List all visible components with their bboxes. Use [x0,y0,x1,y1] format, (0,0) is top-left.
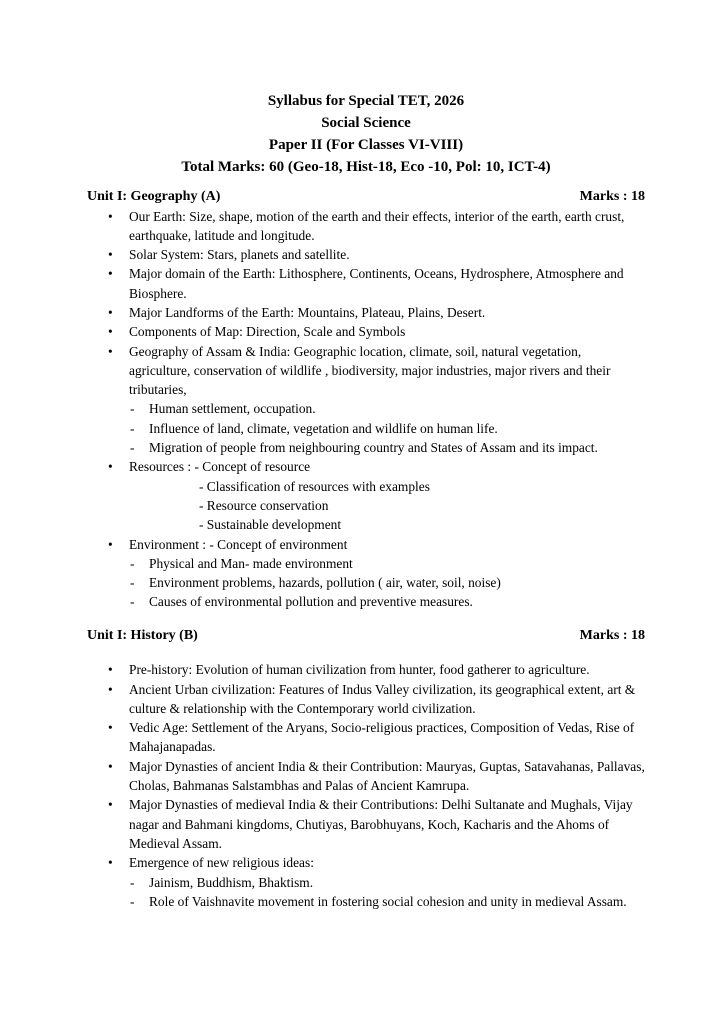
dash-marker: - [130,555,135,571]
bullet-marker: • [108,662,113,678]
bullet-marker: • [108,324,113,340]
dash-marker: - [130,575,135,591]
bullet-marker: • [108,681,113,697]
unit-heading: Unit I: Geography (A) [87,189,221,204]
sub-item-text: Causes of environmental pollution and preventive measures. [149,594,473,610]
list-item [87,342,645,400]
list-item-text: Solar System: Stars, planets and satellite. [129,247,350,263]
list-item [87,264,645,303]
list-item-text: Resources : - Concept of resource [129,459,311,475]
sub-item-text: Jainism, Buddhism, Bhaktism. [149,874,314,890]
list-item-text: Emergence of new religious ideas: [129,855,314,871]
bullet-marker: • [108,208,113,224]
sub-list-item [87,892,645,911]
sub-list-item [87,477,645,496]
sub-list-item [87,399,645,418]
bullet-marker: • [108,343,113,359]
list-item-text: Major Landforms of the Earth: Mountains, Plateau, Plains, Desert. [129,304,486,320]
sub-list-item [87,496,645,515]
bullet-marker: • [108,459,113,475]
sub-item-text: Influence of land, climate, vegetation and wildlife on human life. [149,420,498,436]
dash-marker: - [130,874,135,890]
sub-list-item [87,592,645,611]
sub-list-item [87,438,645,457]
sub-item-text: - Classification of resources with examples [199,478,430,494]
bullet-marker: • [108,855,113,871]
sub-item-text: Role of Vaishnavite movement in fostering social cohesion and unity in medieval Assam. [149,893,627,909]
list-item [87,245,645,264]
list-item [87,795,645,853]
marks-label: Marks : 18 [579,189,645,204]
unit-heading: Unit I: History (B) [87,627,198,643]
list-item [87,457,645,476]
title-line-2: Social Science [321,115,411,131]
sub-item-text: Human settlement, occupation. [149,401,316,417]
list-item [87,680,645,719]
list-item-text: Pre-history: Evolution of human civilization from hunter, food gatherer to agriculture. [129,662,590,678]
sub-list-item [87,573,645,592]
list-item-text: Ancient Urban civilization: Features of Indus Valley civilization, its geographical extent, art & culture & relationship with the Contemporary world civilization. [129,681,636,716]
list-item [87,303,645,322]
sub-list-item [87,515,645,534]
list-item-text: Components of Map: Direction, Scale and Symbols [129,324,406,340]
list-item [87,718,645,757]
bullet-marker: • [108,797,113,813]
bullet-marker: • [108,247,113,263]
title-line-1: Syllabus for Special TET, 2026 [267,93,465,109]
list-item-text: Vedic Age: Settlement of the Aryans, Socio-religious practices, Composition of Vedas, Rise of Mahajanapadas. [129,720,635,755]
sub-item-text: Migration of people from neighbouring country and States of Assam and its impact. [149,440,598,456]
sub-item-text: - Resource conservation [199,497,329,513]
list-item [87,853,645,872]
bullet-marker: • [108,266,113,282]
list-item [87,207,645,246]
bullet-marker: • [108,536,113,552]
geography-list [87,207,645,612]
list-item-text: Major Dynasties of medieval India & their Contributions: Delhi Sultanate and Mughals, Vijay nagar and Bahmani kingdoms, Chutiyas, Barobhuyans, Koch, Kacharis and the Ahoms of Medieval Assam. [129,797,633,851]
list-item-text: Major domain of the Earth: Lithosphere, Continents, Oceans, Hydrosphere, Atmosphere and Biosphere. [129,266,624,301]
sub-list-item [87,419,645,438]
sub-item-text: Environment problems, hazards, pollution ( air, water, soil, noise) [149,575,501,591]
history-list [87,660,645,911]
sub-list-item [87,554,645,573]
dash-marker: - [130,401,135,417]
dash-marker: - [130,893,135,909]
list-item [87,535,645,554]
marks-label: Marks : 18 [579,627,645,643]
list-item-text: Environment : - Concept of environment [129,536,348,552]
dash-marker: - [130,440,135,456]
title-line-3: Paper II (For Classes VI-VIII) [268,137,464,153]
title-line-4: Total Marks: 60 (Geo-18, Hist-18, Eco -10, Pol: 10, ICT-4) [181,159,551,175]
sub-item-text: - Sustainable development [199,517,342,533]
list-item-text: Major Dynasties of ancient India & their Contribution: Mauryas, Guptas, Satavahanas, Pallavas, Cholas, Bahmanas Salstambhas and Palas of Ancient Kamrupa. [129,758,645,794]
section-header-geography [87,187,645,207]
sub-list-item [87,873,645,892]
list-item-text: Geography of Assam & India: Geographic location, climate, soil, natural vegetation, agriculture, conservation of wildlife , biodiversity, major industries, major rivers and their tributaries, [129,343,611,398]
list-item [87,757,645,796]
dash-marker: - [130,420,135,436]
section-header-history [87,626,645,646]
bullet-marker: • [108,720,113,736]
list-item [87,322,645,341]
dash-marker: - [130,594,135,610]
list-item-text: Our Earth: Size, shape, motion of the earth and their effects, interior of the earth, earth crust, earthquake, latitude and longitude. [129,208,625,243]
bullet-marker: • [108,304,113,320]
bullet-marker: • [108,758,113,774]
document-title [87,90,645,178]
list-item [87,660,645,679]
sub-item-text: Physical and Man- made environment [149,555,353,571]
